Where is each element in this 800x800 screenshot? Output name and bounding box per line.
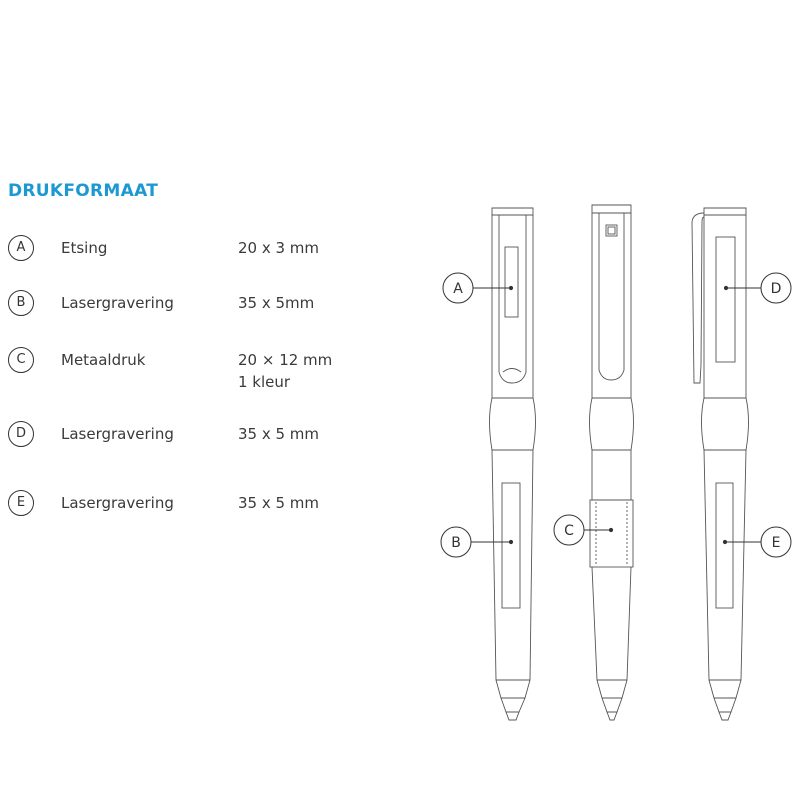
method-label: Metaaldruk <box>61 351 146 369</box>
callout-b-label: B <box>451 535 461 551</box>
callout-c-label: C <box>564 523 574 539</box>
callout-c <box>554 515 613 545</box>
pen-front-view <box>490 208 536 720</box>
method-label: Etsing <box>61 239 108 257</box>
option-badge-a: A <box>8 235 34 261</box>
method-label: Lasergravering <box>61 294 174 312</box>
size-label: 35 x 5 mm <box>238 425 320 443</box>
pen-side-view <box>590 205 634 720</box>
size-label: 35 x 5mm <box>238 294 315 312</box>
method-label: Lasergravering <box>61 494 174 512</box>
option-badge-d: D <box>8 421 34 447</box>
callout-d <box>724 273 791 303</box>
size-label: 20 x 3 mm <box>238 239 320 257</box>
option-badge-b: B <box>8 290 34 316</box>
callout-e-label: E <box>771 535 781 551</box>
option-badge-e: E <box>8 490 34 516</box>
option-badge-c: C <box>8 347 34 373</box>
callout-e <box>723 527 791 557</box>
size-line-1: 20 × 12 mm <box>238 351 333 369</box>
print-format-title: DRUKFORMAAT <box>8 181 159 201</box>
size-line-2: 1 kleur <box>238 373 291 391</box>
callout-a <box>443 273 513 303</box>
pen-back-view <box>692 208 749 720</box>
callout-d-label: D <box>770 281 782 297</box>
size-label: 35 x 5 mm <box>238 494 320 512</box>
callout-a-label: A <box>453 281 463 297</box>
method-label: Lasergravering <box>61 425 174 443</box>
